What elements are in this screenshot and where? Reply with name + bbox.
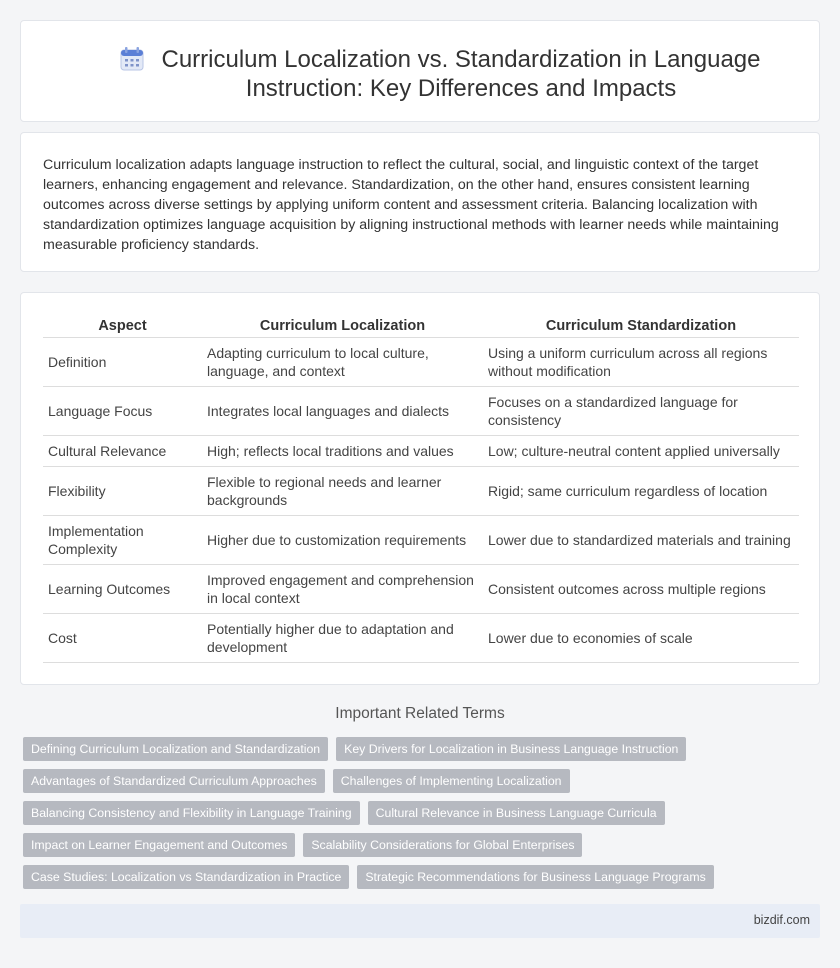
table-row (43, 466, 799, 515)
related-term-tag[interactable]: Defining Curriculum Localization and Standardization (23, 737, 328, 761)
footer-bar (20, 904, 820, 938)
table-cell: Flexibility (43, 466, 202, 515)
related-term-tag[interactable]: Cultural Relevance in Business Language Curricula (368, 801, 665, 825)
column-header-localization: Curriculum Localization (202, 317, 483, 337)
table-cell: Adapting curriculum to local culture, language, and context (202, 337, 483, 386)
comparison-table-card (20, 292, 820, 685)
table-cell: Higher due to customization requirements (202, 515, 483, 564)
comparison-table (43, 317, 799, 663)
related-terms-list (23, 737, 783, 897)
related-term-tag[interactable]: Challenges of Implementing Localization (333, 769, 570, 793)
intro-paragraph: Curriculum localization adapts language instruction to reflect the cultural, social, and linguistic context of the target learners, enhancing engagement and relevance. Standardization, on the other hand, ensures consistent learning outcomes across diverse settings by applying uniform content and assessment criteria. Balancing localization with standardization optimizes language acquisition by aligning instructional methods with learner needs while maintaining measurable proficiency standards. (43, 157, 779, 253)
table-cell: Improved engagement and comprehension in local context (202, 564, 483, 613)
related-term-tag[interactable]: Balancing Consistency and Flexibility in Language Training (23, 801, 360, 825)
table-cell: Consistent outcomes across multiple regions (483, 564, 799, 613)
table-cell: Integrates local languages and dialects (202, 386, 483, 435)
table-cell: Lower due to standardized materials and training (483, 515, 799, 564)
table-cell: Cost (43, 613, 202, 662)
table-cell: High; reflects local traditions and values (202, 435, 483, 466)
related-term-tag[interactable]: Scalability Considerations for Global Enterprises (303, 833, 582, 857)
table-cell: Definition (43, 337, 202, 386)
related-term-tag[interactable]: Advantages of Standardized Curriculum Approaches (23, 769, 325, 793)
table-row (43, 515, 799, 564)
table-cell: Lower due to economies of scale (483, 613, 799, 662)
table-row (43, 564, 799, 613)
related-term-tag[interactable]: Key Drivers for Localization in Business Language Instruction (336, 737, 686, 761)
table-cell: Flexible to regional needs and learner backgrounds (202, 466, 483, 515)
table-cell: Implementation Complexity (43, 515, 202, 564)
related-term-tag[interactable]: Case Studies: Localization vs Standardization in Practice (23, 865, 349, 889)
table-header-row (43, 317, 799, 337)
page-title: Curriculum Localization vs. Standardization in Language Instruction: Key Differences and Impacts (161, 46, 761, 102)
related-term-tag[interactable]: Strategic Recommendations for Business Language Programs (357, 865, 713, 889)
footer-site-link[interactable]: bizdif.com (753, 913, 810, 927)
column-header-standardization: Curriculum Standardization (483, 317, 799, 337)
table-row (43, 337, 799, 386)
table-row (43, 435, 799, 466)
table-cell: Potentially higher due to adaptation and development (202, 613, 483, 662)
table-cell: Low; culture-neutral content applied universally (483, 435, 799, 466)
column-header-aspect: Aspect (43, 317, 202, 337)
table-cell: Language Focus (43, 386, 202, 435)
table-cell: Focuses on a standardized language for consistency (483, 386, 799, 435)
table-cell: Learning Outcomes (43, 564, 202, 613)
table-cell: Using a uniform curriculum across all regions without modification (483, 337, 799, 386)
intro-card (20, 132, 820, 272)
table-row (43, 386, 799, 435)
table-row (43, 613, 799, 662)
table-cell: Cultural Relevance (43, 435, 202, 466)
related-terms-heading: Important Related Terms (335, 705, 505, 722)
header-card (20, 20, 820, 122)
related-term-tag[interactable]: Impact on Learner Engagement and Outcomes (23, 833, 295, 857)
table-cell: Rigid; same curriculum regardless of location (483, 466, 799, 515)
